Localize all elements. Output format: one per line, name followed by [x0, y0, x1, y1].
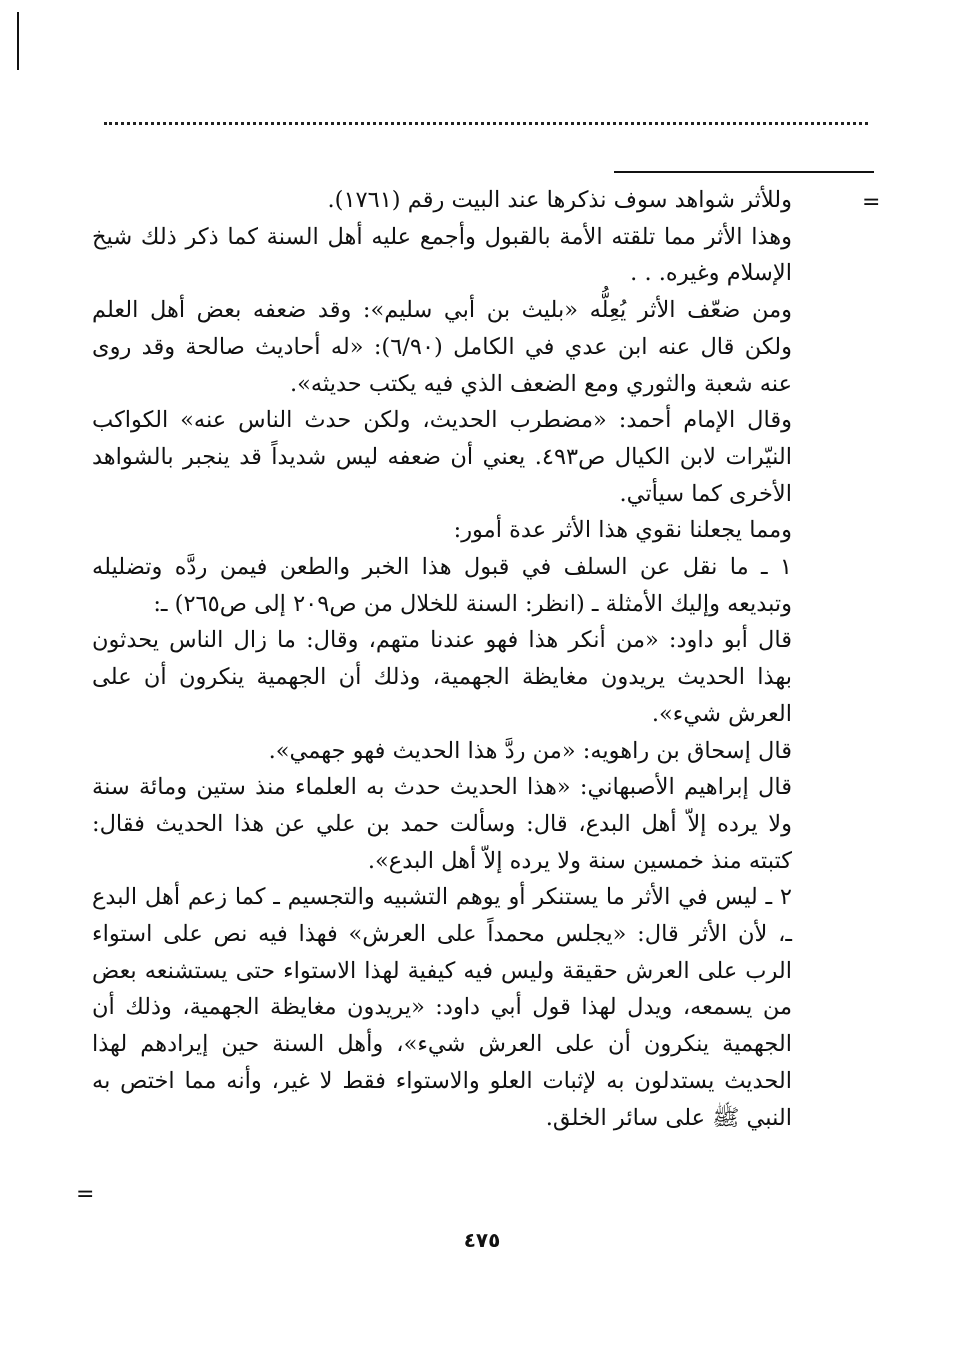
footnote-body: [92, 182, 792, 1136]
paragraph: ومن ضعّف الأثر يُعِلُّه «بليث بن أبي سليم»: وقد ضعفه بعض أهل العلم ولكن قال عنه ابن عدي في الكامل (٦/٩٠): «له أحاديث صالحة وقد روى عنه شعبة والثوري ومع الضعف الذي فيه يكتب حديثه».: [92, 297, 792, 397]
continuation-mark-bottom: =: [76, 1182, 95, 1207]
continuation-mark-top: =: [862, 190, 881, 215]
paragraph: قال إسحاق بن راهويه: «من ردَّ هذا الحديث فهو جهمي».: [268, 737, 792, 764]
paragraph: وقال الإمام أحمد: «مضطرب الحديث، ولكن حدث الناس عنه» الكواكب النيّرات لابن الكيال ص٤٩٣. يعني أن ضعفه ليس شديداً قد ينجبر بالشواهد الأخرى كما سيأتي.: [92, 407, 792, 507]
paragraph: وللأثر شواهد سوف نذكرها عند البيت رقم (١٧٦١).: [327, 187, 792, 213]
page-number: ٤٧٥: [463, 1228, 501, 1252]
footnote-separator: [614, 171, 874, 173]
paragraph: ١ ـ ما نقل عن السلف في قبول هذا الخبر والطعن فيمن ردَّه وتضليله وتبديعه وإليك الأمثلة ـ (انظر: السنة للخلال من ص٢٠٩ إلى ص٢٦٥) ـ:: [92, 554, 792, 617]
paragraph: قال إبراهيم الأصبهاني: «هذا الحديث حدث به العلماء منذ ستين ومائة سنة ولا يرده إلاّ أهل البدع، قال: وسألت حمد بن علي عن هذا الحديث فقال: كتبته منذ خمسين سنة ولا يرده إلاّ أهل البدع».: [92, 774, 792, 874]
paragraph: ومما يجعلنا نقوي هذا الأثر عدة أمور:: [453, 517, 792, 544]
margin-rule: [17, 12, 19, 70]
paragraph: وهذا الأثر مما تلقته الأمة بالقبول وأجمع عليه أهل السنة كما ذكر ذلك شيخ الإسلام وغيره. . .: [92, 223, 792, 287]
dotted-separator: [104, 122, 868, 125]
paragraph: ٢ ـ ليس في الأثر ما يستنكر أو يوهم التشبيه والتجسيم ـ كما زعم أهل البدع ـ، لأن الأثر قال: «يجلس محمداً على العرش» فهذا فيه نص على استواء الرب على العرش حقيقة وليس فيه كيفية لهذا الاستواء حتى يستشنعه بعض من يسمعه، ويدل لهذا قول أبي داود: «يريدون مغايظة الجهمية، وذلك أن الجهمية ينكرون أن على العرش شيء»، وأهل السنة حين إيرادهم لهذا الحديث يستدلون به لإثبات العلو والاستواء فقط لا غير، وأنه مما اختص به النبي ﷺ على سائر الخلق.: [92, 884, 792, 1131]
paragraph: قال أبو داود: «من أنكر هذا فهو عندنا متهم، وقال: ما زال الناس يحدثون بهذا الحديث يريدون مغايظة الجهمية، وذلك أن الجهمية ينكرون أن على العرش شيء».: [92, 627, 792, 727]
